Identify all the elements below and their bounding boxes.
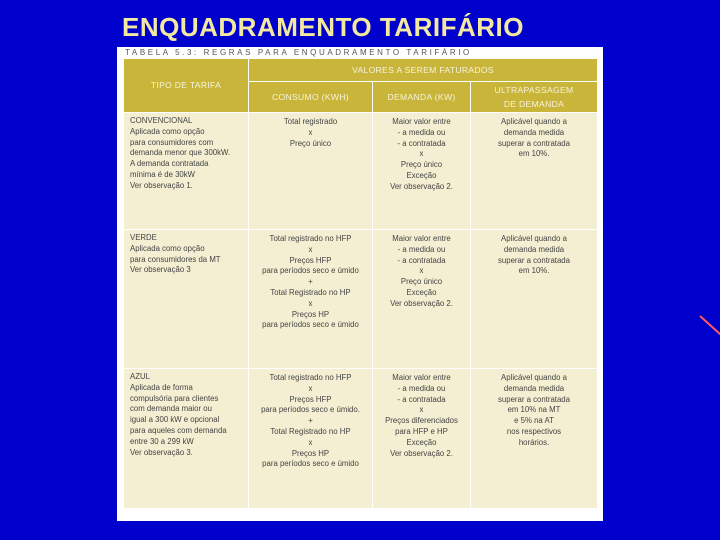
header-ultrapassagem: ULTRAPASSAGEM DE DEMANDA: [471, 82, 597, 112]
row-convencional-ultrapassagem: Aplicável quando a demanda medida superar a contratada em 10%.: [471, 113, 597, 229]
slide-title: ENQUADRAMENTO TARIFÁRIO: [122, 12, 524, 42]
header-valores-a-serem-faturados: VALORES A SEREM FATURADOS: [249, 59, 597, 81]
table-caption: TABELA 5.3: REGRAS PARA ENQUADRAMENTO TARIFÁRIO: [125, 48, 472, 57]
row-azul-consumo: Total registrado no HFP x Preços HFP para períodos seco e úmido. + Total Registrado no HP x Preços HP para períodos seco e úmido: [249, 369, 372, 508]
row-azul-demanda: Maior valor entre - a medida ou - a contratada x Preços diferenciados para HFP e HP Exceção Ver observação 2.: [373, 369, 470, 508]
row-convencional-demanda: Maior valor entre - a medida ou - a contratada x Preço único Exceção Ver observação 2.: [373, 113, 470, 229]
row-convencional-tipo: CONVENCIONAL Aplicada como opção para consumidores com demanda menor que 300kW. A demanda contratada mínima é de 30kW Ver observação 1.: [124, 113, 248, 229]
row-azul-ultrapassagem: Aplicável quando a demanda medida superar a contratada em 10% na MT e 5% na AT nos respectivos horários.: [471, 369, 597, 508]
row-convencional-consumo: Total registrado x Preço único: [249, 113, 372, 229]
row-verde-consumo: Total registrado no HFP x Preços HFP para períodos seco e úmido + Total Registrado no HP x Preços HP para períodos seco e úmido: [249, 230, 372, 368]
header-consumo: CONSUMO (KWH): [249, 82, 372, 112]
tariff-table: [124, 59, 594, 504]
decorative-line: [699, 315, 720, 335]
row-verde-tipo: VERDE Aplicada como opção para consumidores da MT Ver observação 3: [124, 230, 248, 368]
header-tipo-de-tarifa: TIPO DE TARIFA: [124, 59, 248, 112]
row-verde-ultrapassagem: Aplicável quando a demanda medida superar a contratada em 10%.: [471, 230, 597, 368]
header-demanda: DEMANDA (KW): [373, 82, 470, 112]
row-verde-demanda: Maior valor entre - a medida ou - a contratada x Preço único Exceção Ver observação 2.: [373, 230, 470, 368]
row-azul-tipo: AZUL Aplicada de forma compulsória para clientes com demanda maior ou igual a 300 kW e opcional para aqueles com demanda entre 30 a 299 kW Ver observação 3.: [124, 369, 248, 508]
tariff-table-image: [117, 47, 603, 521]
